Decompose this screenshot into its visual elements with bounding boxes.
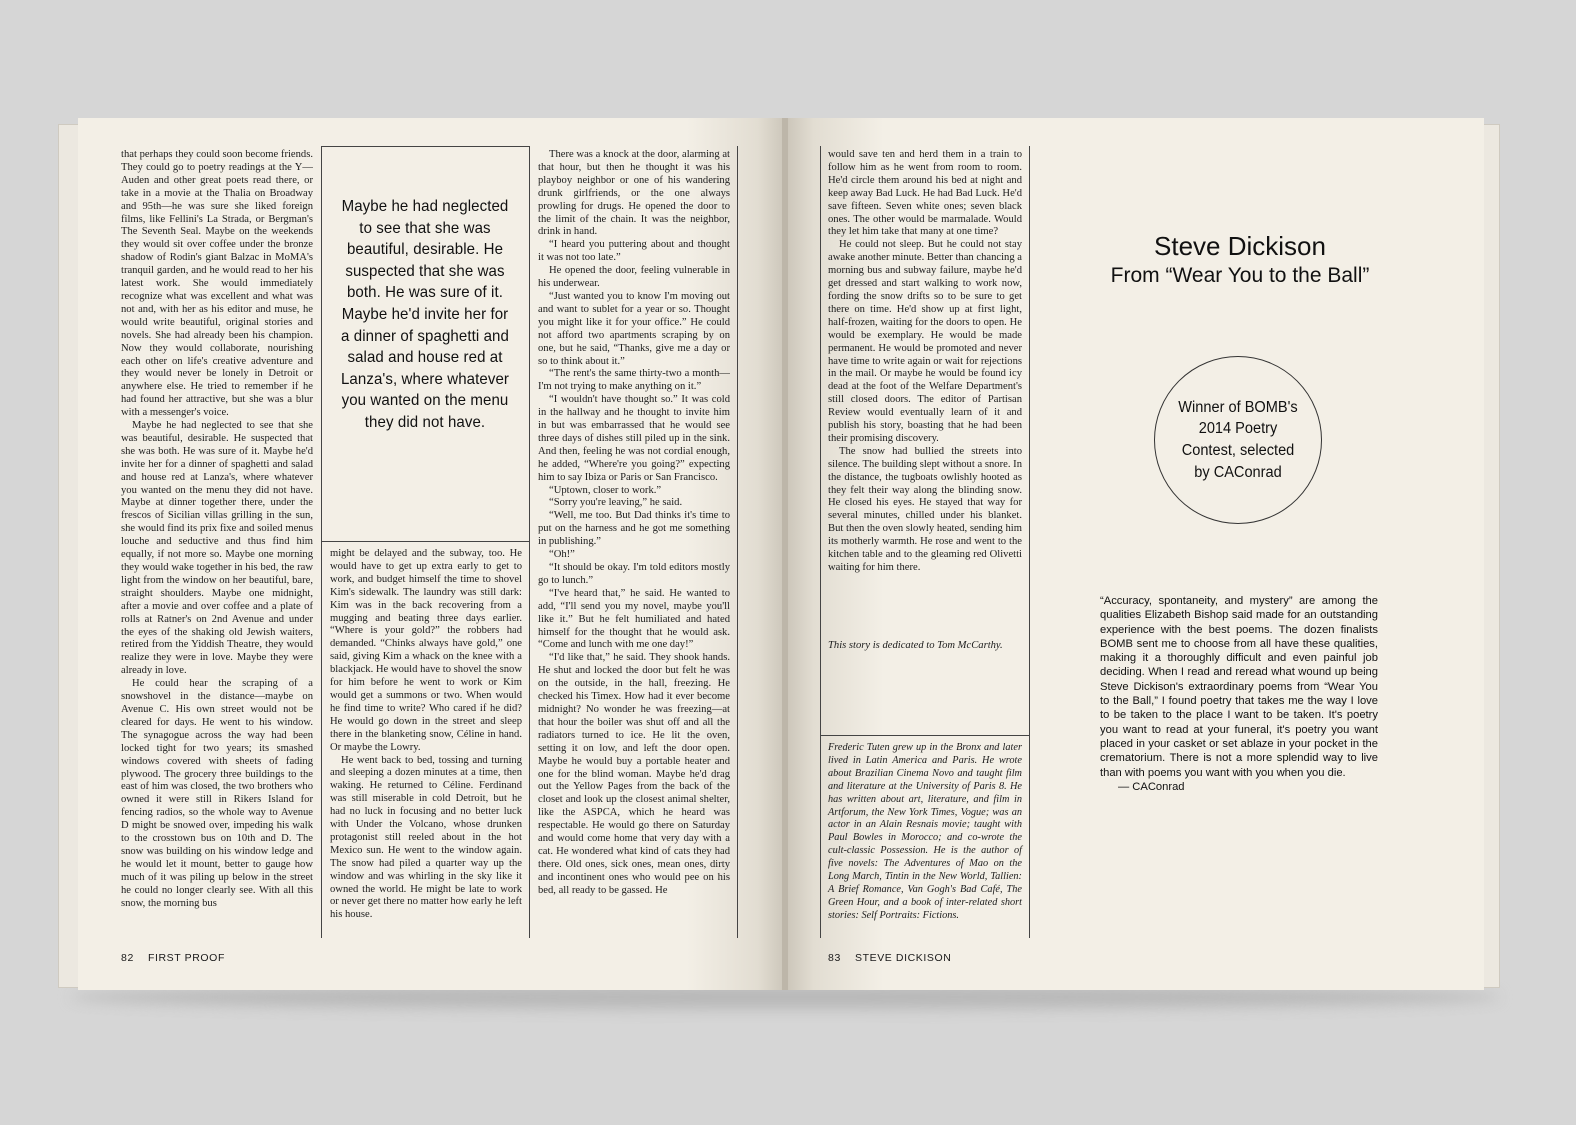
feature-subtitle: From “Wear You to the Ball”	[1110, 264, 1370, 287]
paragraph: Maybe he had neglected to see that she was beautiful, desirable. He suspected that she was both. He was sure of it. Maybe he'd invite her for a dinner of spaghetti and salad and house red at Lanza's, where whatever you wanted on the menu they did not have. Maybe at dinner together there, under the frescos of Sicilian villas grilling in the sun, she would find its prix fixe and soiled menus louche and seductive and thus find him equally, if not more so. Maybe one morning they would wake together in his bed, the raw light from the window on her beautiful, bare, straight shoulders. Maybe one midnight, after a movie and over coffee and a plate of rolls at Ratner's on 2nd Avenue and under the eyes of the shaking old Jewish waiters, retired from the Yiddish Theatre, they would realize they were in love. Maybe they were already in love.	[121, 420, 313, 677]
text-column-3	[538, 149, 730, 939]
paragraph: He could not sleep. But he could not stay awake another minute. Better than chancing a morning bus and subway failure, maybe he'd get dressed and start walking to work now, fording the snow drifts so to be sure to get there on time. He'd show up at first light, half-frozen, waiting for the doors to open. He would be exemplary. He would be made permanent. He would be promoted and never have time to write again or wait for rejections in the mail. Or maybe he would be found icy dead at the foot of the Welfare Department's still closed doors. The editor of Partisan Review would eventually learn of it and publish his story, boasting that he had been their promising discovery.	[828, 239, 1022, 444]
contest-badge-text: Winner of BOMB's 2014 Poetry Contest, selected by CAConrad	[1178, 398, 1298, 481]
column-rule-right	[737, 146, 738, 938]
paragraph: would save ten and herd them in a train to follow him as he went from room to room. He'd circle them around his bed at night and keep away Bad Luck. He had Bad Luck. He'd save fifteen. Seven white ones; seven black ones. The other would be marmalade. Would they let him take that many at one time?	[828, 149, 1022, 238]
paragraph: “I heard you puttering about and thought it was not too late.”	[538, 239, 730, 264]
contest-badge	[1154, 356, 1322, 524]
column-rule-right-2	[1029, 146, 1030, 938]
pull-quote-rule-right	[529, 146, 530, 938]
paragraph: He opened the door, feeling vulnerable in his underwear.	[538, 265, 730, 290]
left-folio	[121, 952, 225, 964]
paragraph: “The rent's the same thirty-two a month—I'm not trying to make anything on it.”	[538, 368, 730, 393]
judge-signature: — CAConrad	[1118, 780, 1185, 793]
book-gutter	[782, 118, 788, 990]
pull-quote-rule-left	[321, 146, 322, 938]
judge-quote-text: “Accuracy, spontaneity, and mystery” are among the qualities Elizabeth Bishop said made for an outstanding experience with the best poems. The dozen finalists BOMB sent me to choose from all have these qualities, making it a thoroughly difficult and even painful job deciding. When I read and reread what wound up being Steve Dickison's extraordinary poems from “Wear You to the Ball,” I found poetry that takes me the way I love to be taken to the place I want to be taken. It's poetry you want to read at your funeral, it's poetry you want placed in your casket or set ablaze in your pocket in the crematorium. There is not a more splendid way to live than with poems you want with you when you die.	[1100, 595, 1378, 779]
dedication	[828, 640, 1022, 653]
paragraph: “Oh!”	[549, 549, 575, 561]
paragraph: might be delayed and the subway, too. He would have to get up extra early to get to work, and budget himself the time to shovel Kim's sidewalk. The laundry was still dark: Kim was in the back recovering from a mugging and beating three days earlier. “Where is your gold?” the robbers had demanded. “Chinks always have gold,” one said, giving Kim a whack on the knee with a blackjack. He would have to shovel the snow for him before he went to work or Kim would get a summons or two. When would he find time to write? Who cared if he did? He would go down in the street and sleep there in the blanketing snow, Céline in hand. Or maybe the Lowry.	[330, 548, 522, 753]
section-title: FIRST PROOF	[147, 952, 225, 964]
paragraph: The snow had bullied the streets into silence. The building slept without a snore. In the distance, the tugboats owlishly hooted as they felt their way along the blinding snow. He closed his eyes. He stayed that way for several minutes, chilled under his blanket. But then the oven slowly heated, sending him its motherly warmth. He rose and went to the kitchen table and to the gleaming red Olivetti waiting for him there.	[828, 445, 1022, 573]
paragraph: “It should be okay. I'm told editors mostly go to lunch.”	[538, 562, 730, 586]
paragraph: He went back to bed, tossing and turning and sleeping a dozen minutes at a time, then waking. He returned to Céline. Ferdinand was still miserable in cold Detroit, but he had no luck in focusing and no better luck with Under the Volcano, whose drunken protagonist still reeled about in the hot Mexico sun. He went to the window again. The snow had piled a quarter way up the window and was whirling in the sky like it owned the world. He might be late to work or never get there no matter how early he left his house.	[330, 754, 522, 921]
paragraph: “I'd like that,” he said. They shook hands. He shut and locked the door but felt he was on the outside, in the hall, freezing. He checked his Timex. How had it ever become midnight? No wonder he was freezing—at that hour the boiler was shut off and all the radiators turned to ice. He lit the oven, setting it on low, and left the door open. Maybe he would buy a portable heater and one for the blind woman. Maybe he'd drag out the Yellow Pages from the back of the closet and look up the closest animal shelter, like the ASPCA, which he heard was respectable. He would go there on Saturday and would come home that very day with a cat. He wondered what kind of cats they had there. Old ones, sick ones, mean ones, dirty and incontinent ones who would pee on his bed, all ready to be gassed. He	[538, 652, 730, 896]
paragraph: “Uptown, closer to work.”	[549, 484, 662, 496]
paragraph: “I wouldn't have thought so.” It was cold in the hallway and he thought to invite him in but was embarrassed that he would see three days of dishes still piled up in the sink. And then, feeling he was not cordial enough, he added, “Where're you going?” expecting him to say Ibiza or Paris or San Francisco.	[538, 394, 730, 483]
judge-quote	[1100, 594, 1378, 794]
column-rule-left	[820, 146, 821, 938]
page-number: 83	[828, 952, 841, 964]
paragraph: There was a knock at the door, alarming at that hour, but then he thought it was his playboy neighbor or one of his wandering drunk girlfriends, or the one always prowling for drugs. He opened the door to the limit of the chain. It was the neighbor, drink in hand.	[538, 149, 730, 238]
feature-author: Steve Dickison	[1154, 231, 1326, 261]
author-bio: Frederic Tuten grew up in the Bronx and later lived in Latin America and Paris. He wrote about Brazilian Cinema Novo and taught film and literature at the University of Paris 8. He has written about art, literature, and film in Artforum, the New York Times, Vogue; was an actor in an Alain Resnais movie; taught with Paul Bowles in Morocco; and co-wrote the cult-classic Possession. He is the author of five novels: The Adventures of Mao on the Long March, Tintin in the New World, Tallien: A Brief Romance, Van Gogh's Bad Café, The Green Hour, and a book of inter-related short stories: Self Portraits: Fictions.	[828, 742, 1022, 921]
paragraph: “I've heard that,” he said. He wanted to add, “I'll send you my novel, maybe you'll like it.” But he felt humiliated and hated himself for the thought that he would ask. “Come and lunch with me one day!”	[538, 587, 730, 651]
dedication-text: This story is dedicated to Tom McCarthy.	[828, 640, 1003, 651]
bio-rule	[820, 735, 1030, 736]
text-column-4	[828, 149, 1022, 629]
section-title: STEVE DICKISON	[854, 952, 952, 964]
paragraph: “Sorry you're leaving,” he said.	[549, 497, 683, 509]
text-column-1	[121, 149, 313, 939]
paragraph: “Just wanted you to know I'm moving out and want to sublet for a year or so. Thought you might like it for your office.” He could not afford two apartments scraping by on one, but he said, “Thanks, give me a day or so to think about it.”	[538, 290, 730, 367]
paragraph: that perhaps they could soon become friends. They could go to poetry readings at the Y—Auden and other great poets read there, or take in a movie at the Thalia on Broadway and 95th—he was sure she liked foreign films, like Fellini's La Strada, or Bergman's The Seventh Seal. Maybe on the weekends they would sit over coffee under the bronze shadow of Rodin's giant Balzac in MoMA's tranquil garden, and he would read to her his latest work. She would immediately recognize what was excellent and what was not and, with her as his editor and muse, he would write beautiful, original stories and novels. She had already been his champion. Now they would collaborate, nourishing each other on life's creative adventure and they would never be lonely in Detroit or anywhere else. He tried to remember if he had found her attractive, but she was a blur with a messenger's voice.	[121, 149, 313, 419]
pull-quote-rule-bottom	[321, 541, 530, 542]
pull-quote: Maybe he had neglected to see that she was beautiful, desirable. He suspected that she was both. He was sure of it. Maybe he'd invite her for a dinner of spaghetti and salad and house red at Lanza's, where whatever you wanted on the menu they did not have.	[340, 198, 510, 431]
right-folio	[828, 952, 951, 964]
paragraph: “Well, me too. But Dad thinks it's time to put on the harness and he got me something in publishing.”	[538, 510, 730, 548]
pull-quote-rule-top	[321, 146, 530, 147]
text-column-2	[330, 548, 522, 939]
paragraph: He could hear the scraping of a snowshovel in the distance—maybe on Avenue C. His own street would not be cleared for days. He went to his window. The synagogue across the way had been locked tight for two years; its smashed windows covered with sheets of fading plywood. The grocery three buildings to the east of him was closed, the two brothers who owned it were still in Rikers Island for fencing radios, so the whole way to Avenue D might be snowed over, impeding his walk to the crosstown bus on 10th and D. The snow was building on his window ledge and he would let it mount, better to gauge how much of it was piling up below in the street he could no longer clearly see. With all this snow, the morning bus	[121, 678, 313, 909]
page-number: 82	[121, 952, 134, 964]
